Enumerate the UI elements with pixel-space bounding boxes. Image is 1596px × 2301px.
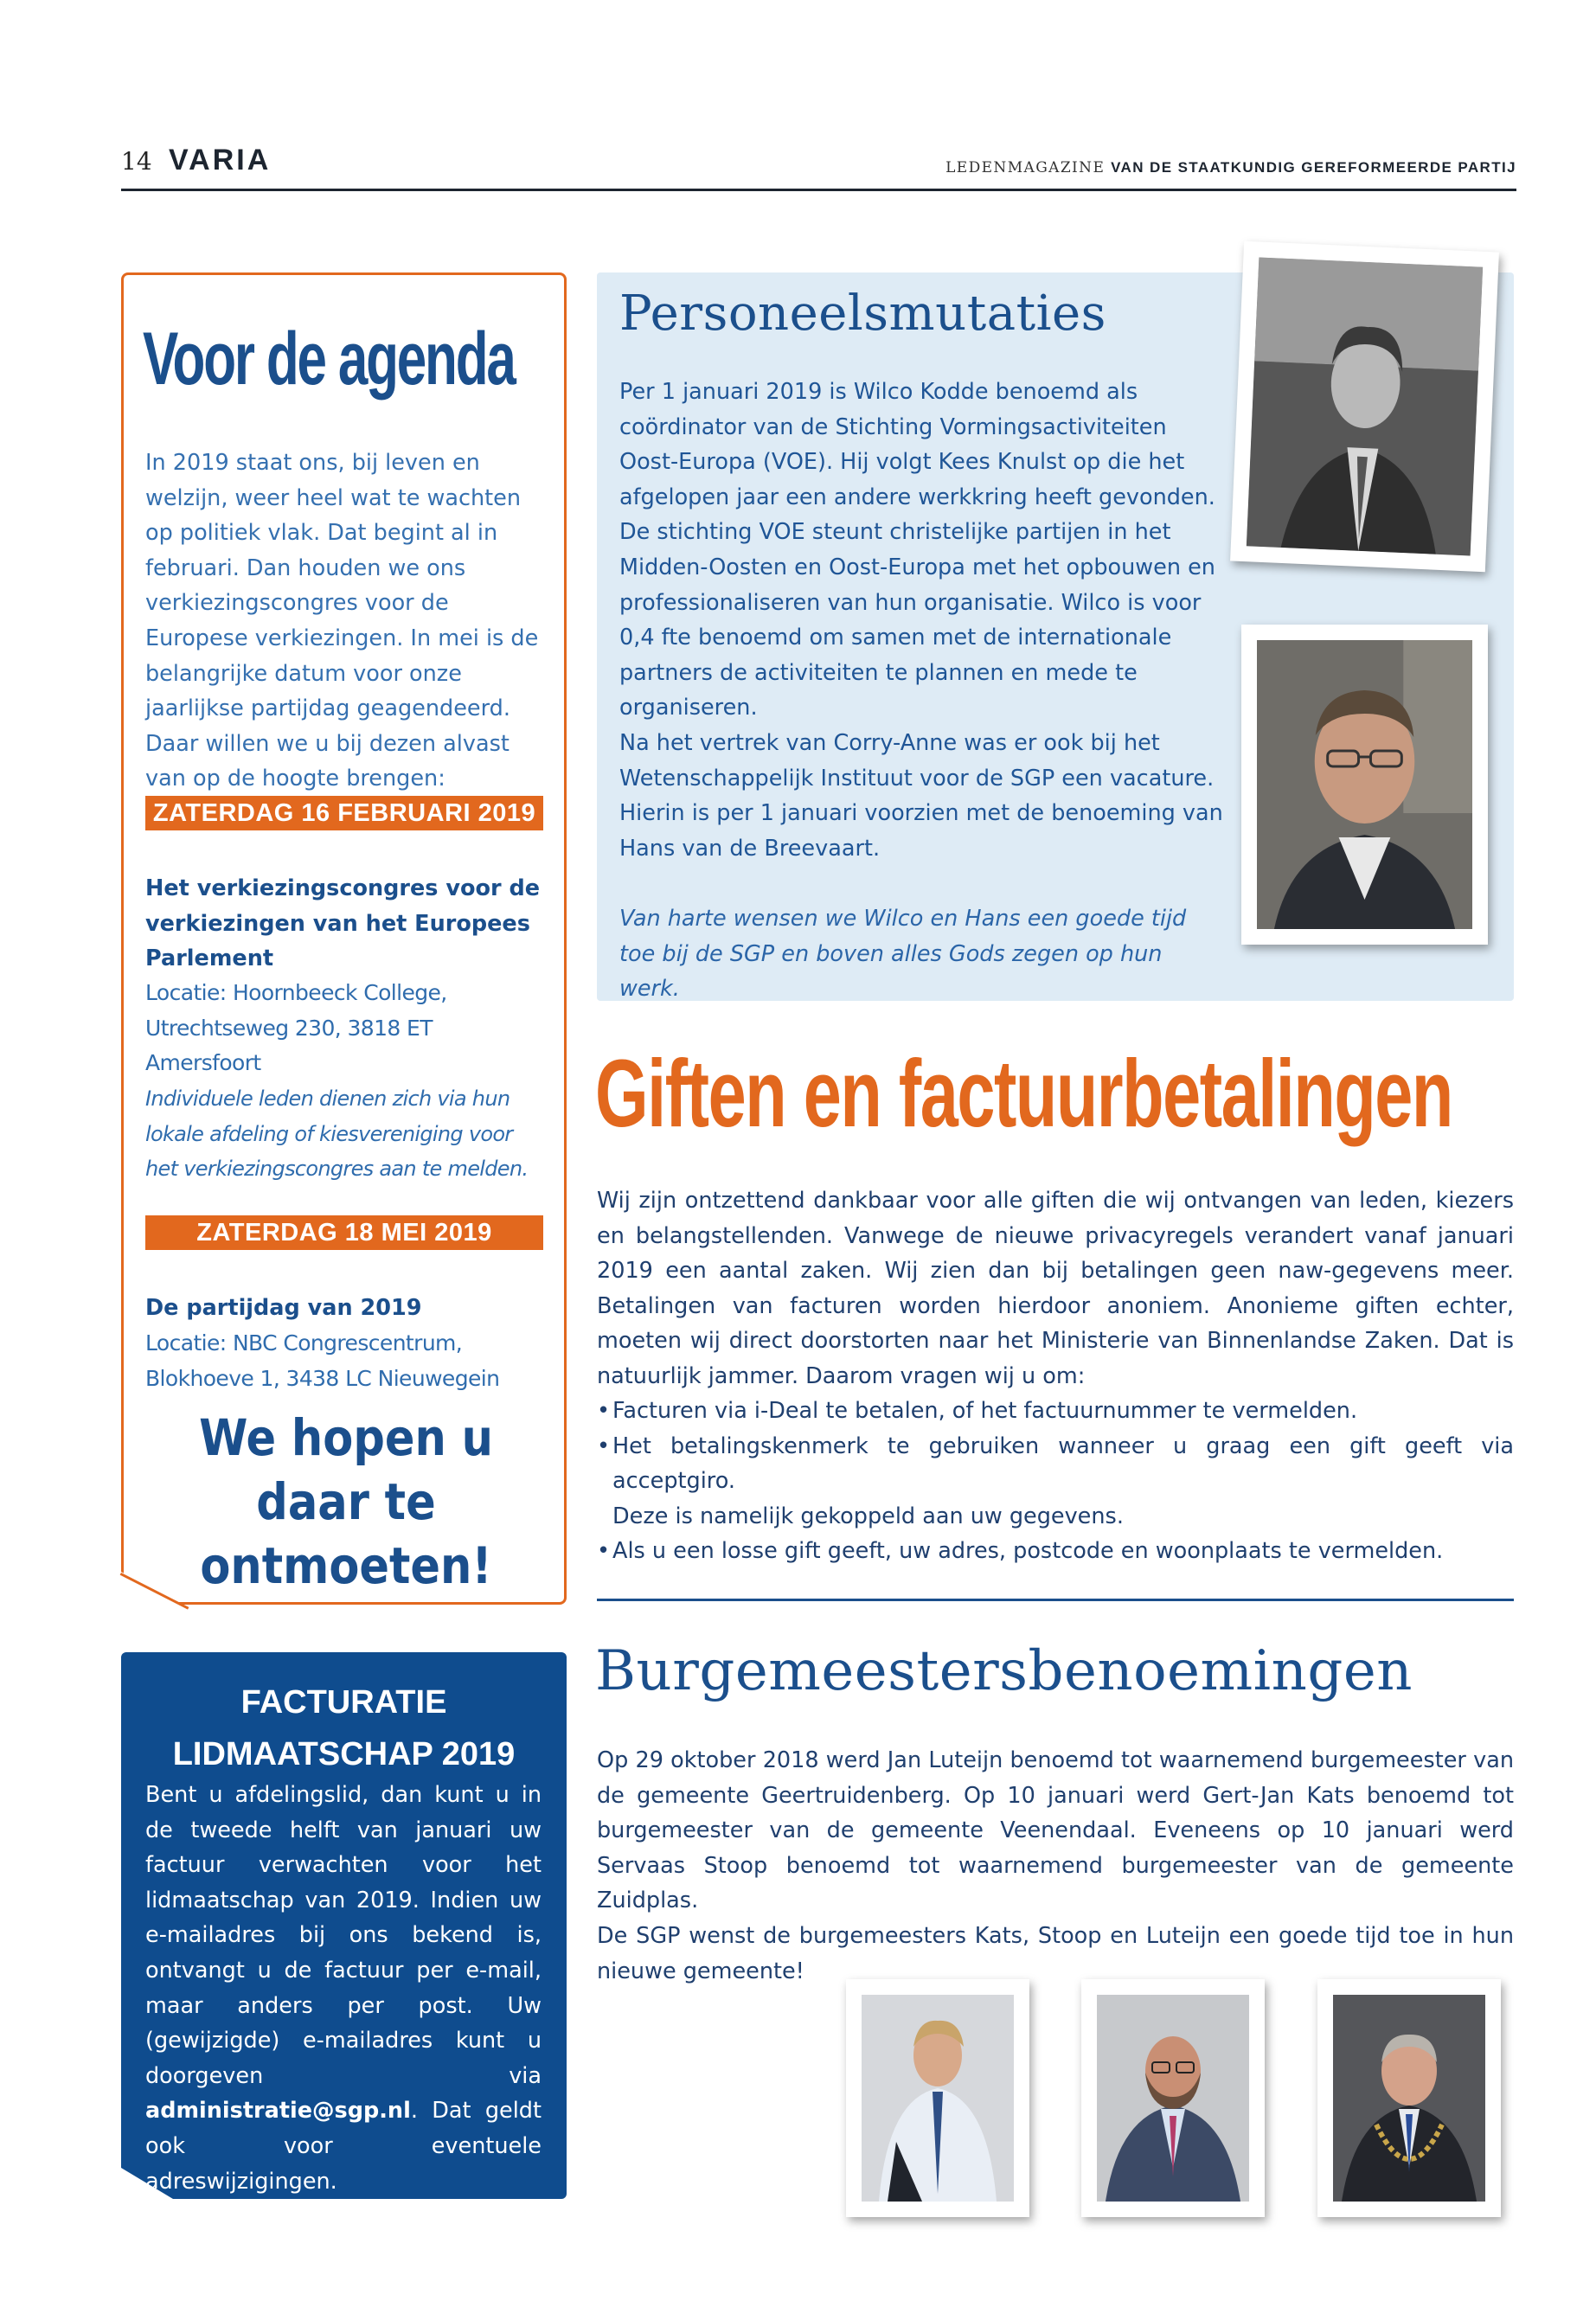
- magazine-prefix: LEDENMAGAZINE: [945, 159, 1106, 176]
- list-item: • Het betalingskenmerk te gebruiken wanneer u graag een gift geeft via acceptgiro.: [597, 1429, 1514, 1499]
- burgemeesters-paragraph-1: Op 29 oktober 2018 werd Jan Luteijn benoemd tot waarnemend burgemeester van de gemeente Geertruidenberg. Op 10 januari werd Gert-Jan Kats benoemd tot burgemeester van de gemeente Veenendaal. Eveneens op 10 januari werd Servaas Stoop benoemd tot waarnemend burgemeester van de gemeente Zuidplas.: [597, 1747, 1514, 1914]
- giften-bullet-list: [597, 1394, 1514, 1569]
- giften-body: Wij zijn ontzettend dankbaar voor alle giften die wij ontvangen van leden, kiezers en belangstellenden. Vanwege de nieuwe privacyregels verandert vanaf januari 2019 een aantal zaken. Wij zien dan bij betalingen geen naw-gegevens meer. Betalingen van facturen worden hierdoor anoniem. Anonieme giften echter, moeten wij direct doorstorten naar het Ministerie van Binnenlandse Zaken. Dat is natuurlijk jammer. Daarom vragen wij u om:: [597, 1188, 1514, 1389]
- bullet-text: Het betalingskenmerk te gebruiken wanneer u graag een gift geeft via acceptgiro.: [612, 1433, 1514, 1495]
- portrait-placeholder: [1097, 1995, 1249, 2202]
- list-item: • Facturen via i-Deal te betalen, of het factuurnummer te vermelden.: [597, 1394, 1514, 1429]
- giften-title: Giften en factuurbetalingen: [595, 1041, 1452, 1147]
- portrait-placeholder: [1257, 640, 1472, 929]
- event1-date-banner: ZATERDAG 16 FEBRUARI 2019: [145, 796, 543, 830]
- photo-hans-van-de-breevaart: [1241, 625, 1488, 945]
- photo-wilco-kodde: [1230, 241, 1499, 573]
- bullet-continuation: Deze is namelijk gekoppeld aan uw gegevens.: [612, 1503, 1124, 1529]
- agenda-closing: We hopen u daar te ontmoeten!: [199, 1408, 493, 1595]
- event2-title: De partijdag van 2019: [145, 1295, 422, 1321]
- photo-mayor-2: [1081, 1979, 1265, 2217]
- header-rule: [121, 189, 1516, 191]
- event1-title: Het verkiezingscongres voor de verkiezingen van het Europees Parlement: [145, 875, 540, 972]
- section-divider: [597, 1599, 1514, 1601]
- facturatie-body: [145, 1778, 542, 2199]
- facturatie-title: [121, 1676, 567, 1780]
- burgemeesters-title: Burgemeestersbenoemingen: [595, 1639, 1413, 1703]
- section-title: VARIA: [169, 144, 272, 176]
- facturatie-title-line1: FACTURATIE: [240, 1684, 447, 1721]
- portrait-placeholder: [1247, 258, 1483, 556]
- portrait-placeholder: [862, 1995, 1014, 2202]
- personeel-paragraph-2: Na het vertrek van Corry-Anne was er ook bij het Wetenschappelijk Instituut voor de SGP een vacature. Hierin is per 1 januari voorzien met de benoeming van Hans van de Breevaart.: [619, 730, 1223, 862]
- burgemeesters-paragraph-2: De SGP wenst de burgemeesters Kats, Stoop en Luteijn een goede tijd toe in hun nieuwe gemeente!: [597, 1923, 1514, 1984]
- personeel-paragraph-3: Van harte wensen we Wilco en Hans een goede tijd toe bij de SGP en boven alles Gods zegen op hun werk.: [619, 906, 1187, 1003]
- magazine-title: [945, 159, 1516, 176]
- photo-mayor-3: [1317, 1979, 1501, 2217]
- facturatie-text-before: Bent u afdelingslid, dan kunt u in de tweede helft van januari uw factuur verwachten voor het lidmaatschap van 2019. Indien uw e-mailadres bij ons bekend is, ontvangt u de factuur per e-mail, maar anders per post. Uw (gewijzigde) e-mailadres kunt u doorgeven via: [145, 1782, 542, 2089]
- facturatie-email[interactable]: administratie@sgp.nl: [145, 2098, 411, 2125]
- facturatie-title-line2: LIDMAATSCHAP 2019: [172, 1736, 516, 1772]
- portrait-placeholder: [1333, 1995, 1485, 2202]
- facturatie-text-after: . Dat geldt ook voor eventuele adreswijzigingen.: [145, 2098, 542, 2195]
- magazine-name: VAN DE STAATKUNDIG GEREFORMEERDE PARTIJ: [1111, 159, 1516, 176]
- personeel-paragraph-1: Per 1 januari 2019 is Wilco Kodde benoemd als coördinator van de Stichting Vormingsactiviteiten Oost-Europa (VOE). Hij volgt Kees Knulst op die het afgelopen jaar een andere werkkring heeft gevonden. De stichting VOE steunt christelijke partijen in het Midden-Oosten en Oost-Europa met het opbouwen en professionaliseren van hun organisatie. Wilco is voor 0,4 fte benoemd om samen met de internationale partners de activiteiten te plannen en mede te organiseren.: [619, 379, 1215, 721]
- list-item: • Als u een losse gift geeft, uw adres, postcode en woonplaats te vermelden.: [597, 1534, 1514, 1569]
- photo-mayor-1: [846, 1979, 1029, 2217]
- event2-location: Locatie: NBC Congrescentrum, Blokhoeve 1, 3438 LC Nieuwegein: [145, 1330, 500, 1391]
- personeel-title: Personeelsmutaties: [619, 285, 1106, 342]
- event1-note: Individuele leden dienen zich via hun lokale afdeling of kiesvereniging voor het verkiezingscongres aan te melden.: [145, 1086, 529, 1182]
- bullet-text: Als u een losse gift geeft, uw adres, postcode en woonplaats te vermelden.: [612, 1538, 1444, 1565]
- event2-date-banner: ZATERDAG 18 MEI 2019: [145, 1215, 543, 1250]
- event1-location: Locatie: Hoornbeeck College, Utrechtseweg 230, 3818 ET Amersfoort: [145, 980, 447, 1076]
- agenda-title: Voor de agenda: [143, 317, 515, 401]
- bullet-text: Facturen via i-Deal te betalen, of het factuurnummer te vermelden.: [612, 1398, 1358, 1424]
- page-number: 14: [121, 147, 152, 176]
- agenda-intro: In 2019 staat ons, bij leven en welzijn, weer heel wat te wachten op politiek vlak. Dat begint al in februari. Dan houden we ons verkiezingscongres voor de Europese verkiezingen. In mei is de belangrijke datum voor onze jaarlijkse partijdag geagendeerd. Daar willen we u bij dezen alvast van op de hoogte brengen:: [145, 450, 539, 792]
